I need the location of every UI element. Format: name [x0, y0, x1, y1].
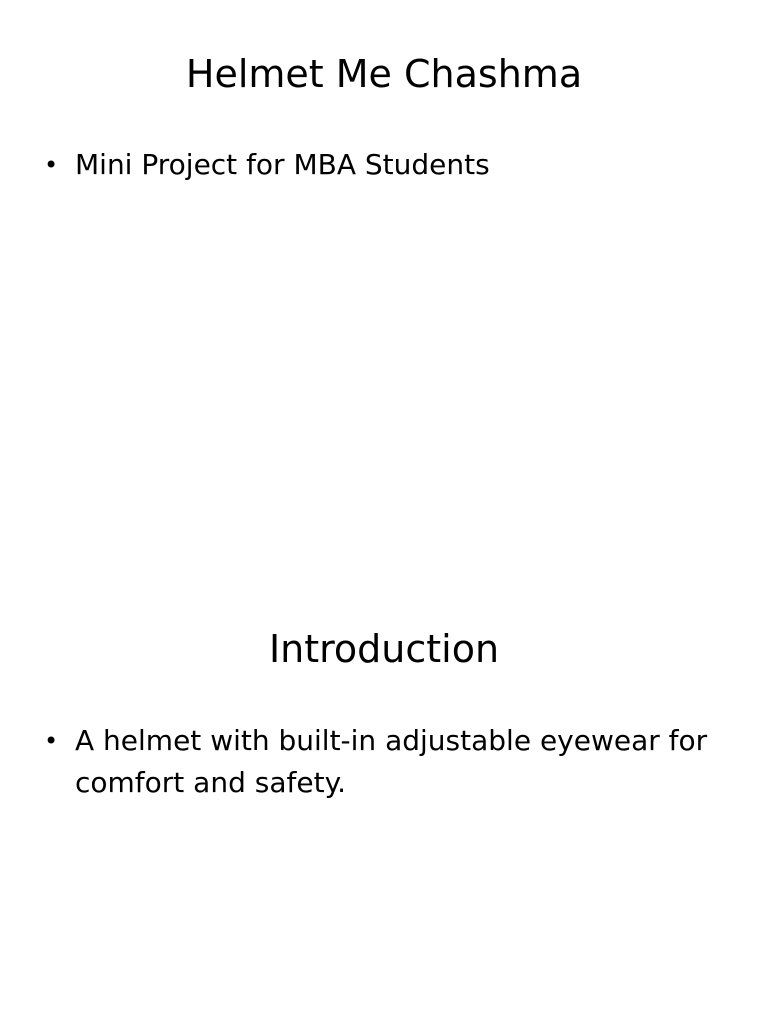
- bullet-list: [44, 144, 724, 186]
- bullet-text: Mini Project for MBA Students: [75, 148, 490, 181]
- slide-title: Helmet Me Chashma: [185, 52, 583, 96]
- bullet-text: A helmet with built-in adjustable eyewear for comfort and safety.: [75, 724, 708, 799]
- slide-title: Introduction: [268, 627, 500, 671]
- bullet-list: [44, 720, 724, 804]
- bullet-icon: •: [44, 151, 59, 179]
- bullet-icon: •: [44, 727, 59, 755]
- list-item: [44, 720, 724, 804]
- slide-2: [0, 576, 768, 1024]
- list-item: [44, 144, 724, 186]
